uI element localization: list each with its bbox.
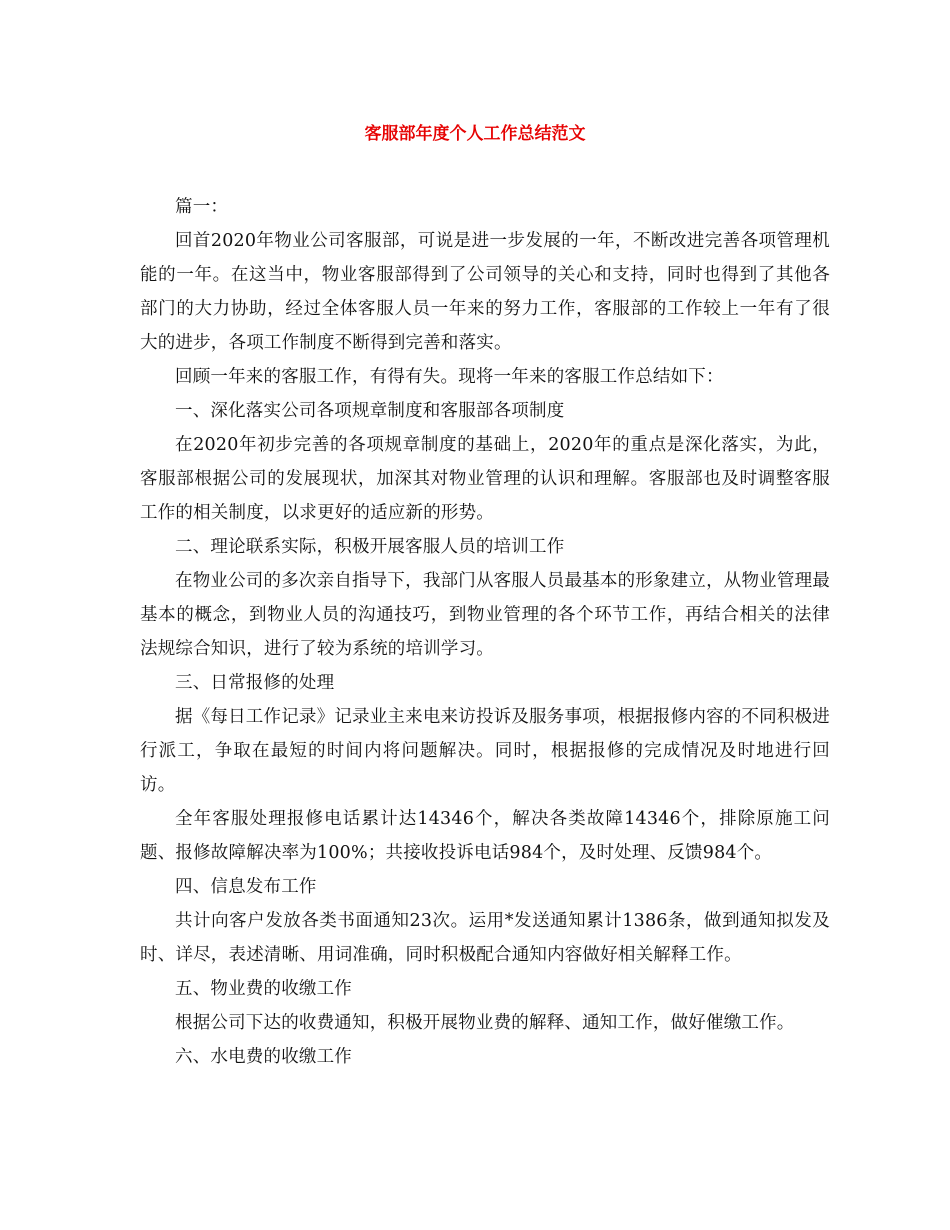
paragraph-summary-lead: 回顾一年来的客服工作，有得有失。现将一年来的客服工作总结如下： <box>175 367 724 387</box>
heading-section-6: 六、水电费的收缴工作 <box>175 1047 352 1067</box>
heading-section-1: 一、深化落实公司各项规章制度和客服部各项制度 <box>175 401 565 421</box>
paragraph-intro: 回首2020年物业公司客服部，可说是进一步发展的一年，不断改进完善各项管理机能的一年。在这当中，物业客服部得到了公司领导的关心和支持，同时也得到了其他各部门的大力协助，经过全体客服人员一年来的努力工作，客服部的工作较上一年有了很大的进步，各项工作制度不断得到完善和落实。 <box>140 231 830 353</box>
paragraph-section-label: 篇一： <box>175 197 229 217</box>
document-body <box>140 190 830 1074</box>
paragraph-section-1: 在2020年初步完善的各项规章制度的基础上，2020年的重点是深化落实，为此，客服部根据公司的发展现状，加深其对物业管理的认识和理解。客服部也及时调整客服工作的相关制度，以求更好的适应新的形势。 <box>140 435 830 523</box>
heading-section-3: 三、日常报修的处理 <box>175 673 335 693</box>
heading-section-2: 二、理论联系实际，积极开展客服人员的培训工作 <box>175 537 565 557</box>
paragraph-section-5: 根据公司下达的收费通知，积极开展物业费的解释、通知工作，做好催缴工作。 <box>175 1013 795 1033</box>
paragraph-section-3-stats: 全年客服处理报修电话累计达14346个，解决各类故障14346个，排除原施工问题、报修故障解决率为100%；共接收投诉电话984个，及时处理、反馈984个。 <box>140 809 830 863</box>
paragraph-section-4: 共计向客户发放各类书面通知23次。运用*发送通知累计1386条，做到通知拟发及时、详尽，表述清晰、用词准确，同时积极配合通知内容做好相关解释工作。 <box>140 911 830 965</box>
document-title: 客服部年度个人工作总结范文 <box>364 124 586 144</box>
paragraph-section-3: 据《每日工作记录》记录业主来电来访投诉及服务事项，根据报修内容的不同积极进行派工，争取在最短的时间内将问题解决。同时，根据报修的完成情况及时地进行回访。 <box>140 707 830 795</box>
heading-section-5: 五、物业费的收缴工作 <box>175 979 352 999</box>
heading-section-4: 四、信息发布工作 <box>175 877 317 897</box>
paragraph-section-2: 在物业公司的多次亲自指导下，我部门从客服人员最基本的形象建立，从物业管理最基本的概念，到物业人员的沟通技巧，到物业管理的各个环节工作，再结合相关的法律法规综合知识，进行了较为系统的培训学习。 <box>140 571 830 659</box>
